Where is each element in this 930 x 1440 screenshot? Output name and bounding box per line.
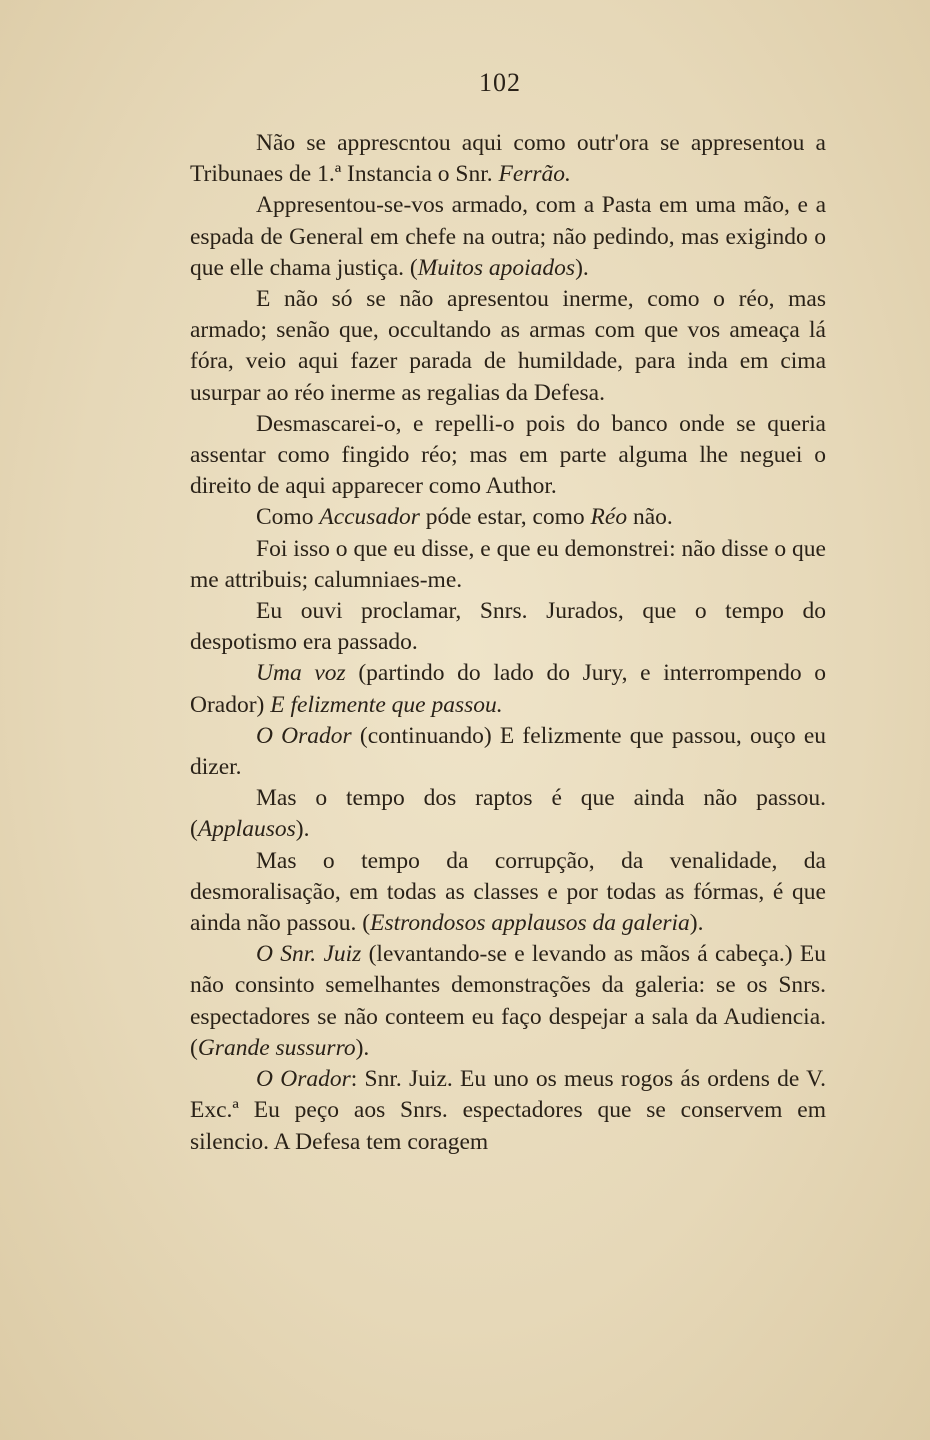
italic-text: Muitos apoiados bbox=[417, 254, 576, 281]
italic-text: Estrondosos applausos da galeria bbox=[370, 910, 690, 937]
text-run: E não só se não apresentou inerme, como o réo, mas armado; senão que, occultando as armas com que vos ameaça lá fóra, veio aqui fazer parada de humildade, para inda em cima usurpar ao réo inerme as regalias da Defesa. bbox=[190, 286, 826, 406]
italic-text: Uma voz bbox=[256, 660, 346, 687]
italic-text: Ferrão. bbox=[498, 161, 571, 188]
text-run: Appresentou-se-vos armado, com a Pasta em uma mão, e a espada de General em chefe na outra; não pedindo, mas exigindo o que elle chama justiça. ( bbox=[190, 192, 826, 281]
paragraph bbox=[190, 409, 826, 503]
paragraph bbox=[190, 534, 826, 596]
text-run: ). bbox=[295, 816, 310, 843]
paragraph bbox=[190, 502, 826, 533]
paragraph bbox=[190, 128, 826, 190]
italic-text: O Snr. Juiz bbox=[256, 941, 362, 968]
paragraph bbox=[190, 721, 826, 783]
text-run: Como bbox=[256, 504, 320, 531]
text-run: Foi isso o que eu disse, e que eu demonstrei: não disse o que me attribuis; calumniaes-me. bbox=[190, 535, 826, 593]
text-run: ). bbox=[355, 1034, 370, 1061]
paragraph bbox=[190, 190, 826, 284]
page-number: 102 bbox=[479, 68, 521, 97]
text-run: Desmascarei-o, e repelli-o pois do banco onde se queria assentar como fingido réo; mas em parte alguma lhe neguei o direito de aqui apparecer como Author. bbox=[190, 410, 826, 500]
text-run: : Snr. Juiz. Eu uno os meus rogos ás ordens de V. Exc.ª Eu peço aos Snrs. espectadores que se conservem em silencio. A Defesa tem coragem bbox=[190, 1066, 827, 1155]
text-run: póde estar, como bbox=[419, 504, 591, 531]
paragraph bbox=[190, 939, 826, 1064]
text-run: ). bbox=[575, 254, 589, 281]
text-run: Mas o tempo da corrupção, da venalidade, da desmoralisação, em todas as classes e por todas as fórmas, é que ainda não passou. ( bbox=[190, 847, 826, 937]
paragraph bbox=[190, 596, 826, 658]
italic-text: E felizmente que passou. bbox=[270, 691, 503, 718]
text-run: Não se apprescntou aqui como outr'ora se appresentou a Tribunaes de 1.ª Instancia o Snr. bbox=[190, 130, 826, 188]
paragraph bbox=[190, 1064, 826, 1158]
text-run: Mas o tempo dos raptos é que ainda não passou. ( bbox=[190, 785, 826, 843]
italic-text: O Orador bbox=[256, 722, 352, 749]
text-run: Eu ouvi proclamar, Snrs. Jurados, que o tempo do despotismo era passado. bbox=[190, 598, 826, 656]
italic-text: Applausos bbox=[197, 816, 296, 843]
text-run: (partindo do lado do Jury, e interrompendo o Orador) bbox=[190, 660, 826, 718]
text-run: ). bbox=[689, 910, 704, 937]
italic-text: Réo bbox=[590, 504, 628, 531]
paragraph bbox=[190, 783, 826, 845]
italic-text: Grande sussurro bbox=[197, 1034, 356, 1061]
text-run: não. bbox=[627, 504, 673, 531]
text-run: (continuando) E felizmente que passou, ouço eu dizer. bbox=[190, 722, 827, 781]
text-run: (levantando-se e levando as mãos á cabeça.) Eu não consinto semelhantes demonstrações da galeria: se os Snrs. espectadores se não conteem eu faço despejar a sala da Audiencia. ( bbox=[190, 941, 827, 1061]
italic-text: Accusador bbox=[319, 504, 420, 531]
paragraph bbox=[190, 846, 826, 940]
paragraph bbox=[190, 284, 826, 409]
paragraph bbox=[190, 658, 826, 720]
italic-text: O Orador bbox=[256, 1066, 351, 1093]
body-text bbox=[190, 128, 826, 1158]
